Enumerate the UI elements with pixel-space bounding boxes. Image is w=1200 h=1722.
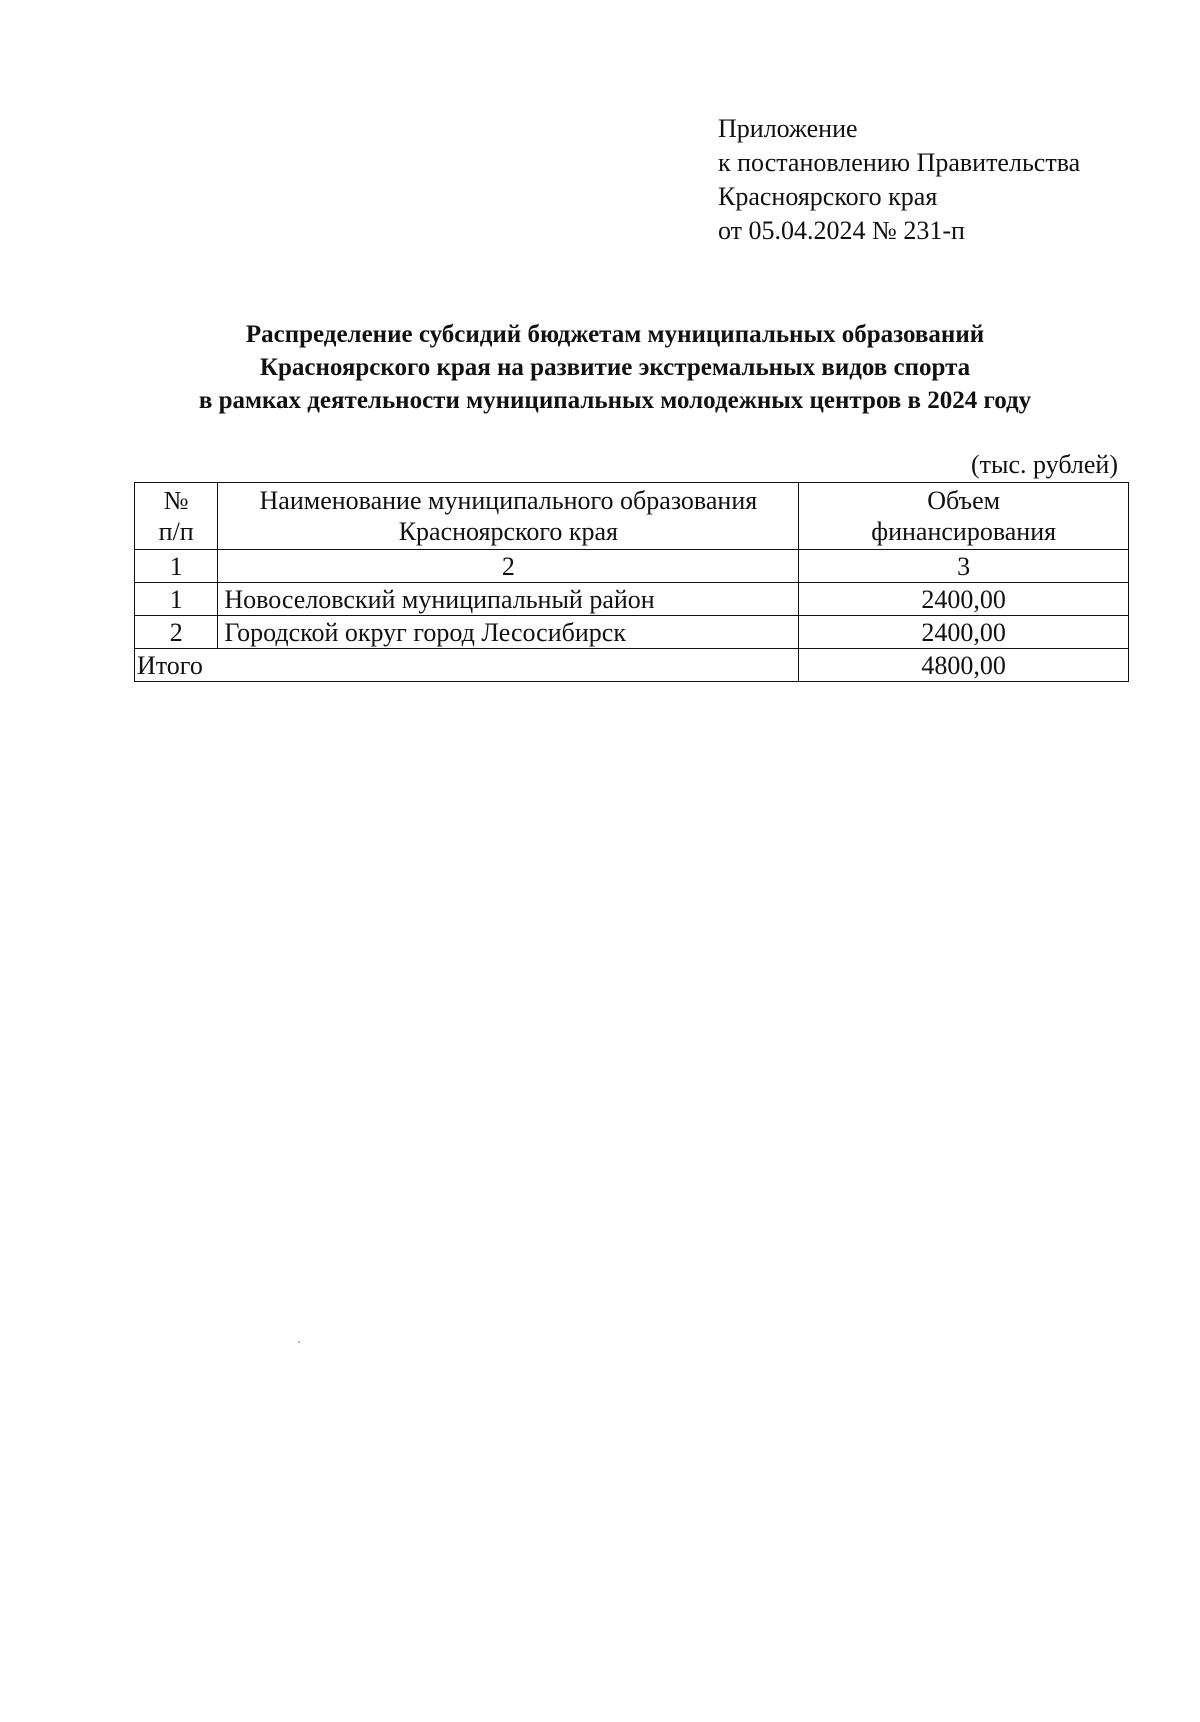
title-line-2: Красноярского края на развитие экстремальных видов спорта bbox=[259, 354, 971, 381]
column-number-1: 1 bbox=[135, 550, 218, 583]
total-label: Итого bbox=[135, 649, 799, 682]
column-number-row bbox=[135, 550, 1129, 583]
header-name-line-2: Красноярского края bbox=[398, 517, 619, 546]
row-volume: 2400,00 bbox=[799, 616, 1129, 649]
total-row bbox=[135, 649, 1129, 682]
row-volume: 2400,00 bbox=[799, 583, 1129, 616]
subsidy-table bbox=[134, 482, 1129, 682]
header-num-line-1: № bbox=[163, 486, 189, 515]
appendix-block bbox=[718, 112, 1080, 248]
table-row bbox=[135, 616, 1129, 649]
table-header-row bbox=[135, 483, 1129, 550]
row-name: Новоселовский муниципальный район bbox=[218, 583, 799, 616]
row-name: Городской округ город Лесосибирск bbox=[218, 616, 799, 649]
title-line-1: Распределение субсидий бюджетам муниципальных образований bbox=[245, 321, 985, 348]
appendix-line-2: к постановлению Правительства bbox=[718, 148, 1081, 177]
header-volume-line-2: финансирования bbox=[871, 517, 1057, 546]
row-num: 2 bbox=[135, 616, 218, 649]
column-number-3: 3 bbox=[799, 550, 1129, 583]
total-volume: 4800,00 bbox=[799, 649, 1129, 682]
table-row bbox=[135, 583, 1129, 616]
title-line-3: в рамках деятельности муниципальных молодежных центров в 2024 году bbox=[198, 387, 1032, 414]
header-num-line-2: п/п bbox=[158, 517, 194, 546]
appendix-line-1: Приложение bbox=[718, 114, 858, 143]
row-num: 1 bbox=[135, 583, 218, 616]
header-name-cell bbox=[218, 483, 799, 550]
column-number-2: 2 bbox=[218, 550, 799, 583]
header-num-cell bbox=[135, 483, 218, 550]
document-title bbox=[120, 318, 1110, 417]
header-name-line-1: Наименование муниципального образования bbox=[259, 486, 758, 515]
appendix-line-4: от 05.04.2024 № 231-п bbox=[718, 216, 965, 245]
header-volume-cell bbox=[799, 483, 1129, 550]
appendix-line-3: Красноярского края bbox=[718, 182, 938, 211]
units-label: (тыс. рублей) bbox=[970, 450, 1118, 479]
header-volume-line-1: Объем bbox=[927, 486, 1001, 515]
scan-artifact-dot bbox=[298, 1341, 300, 1343]
